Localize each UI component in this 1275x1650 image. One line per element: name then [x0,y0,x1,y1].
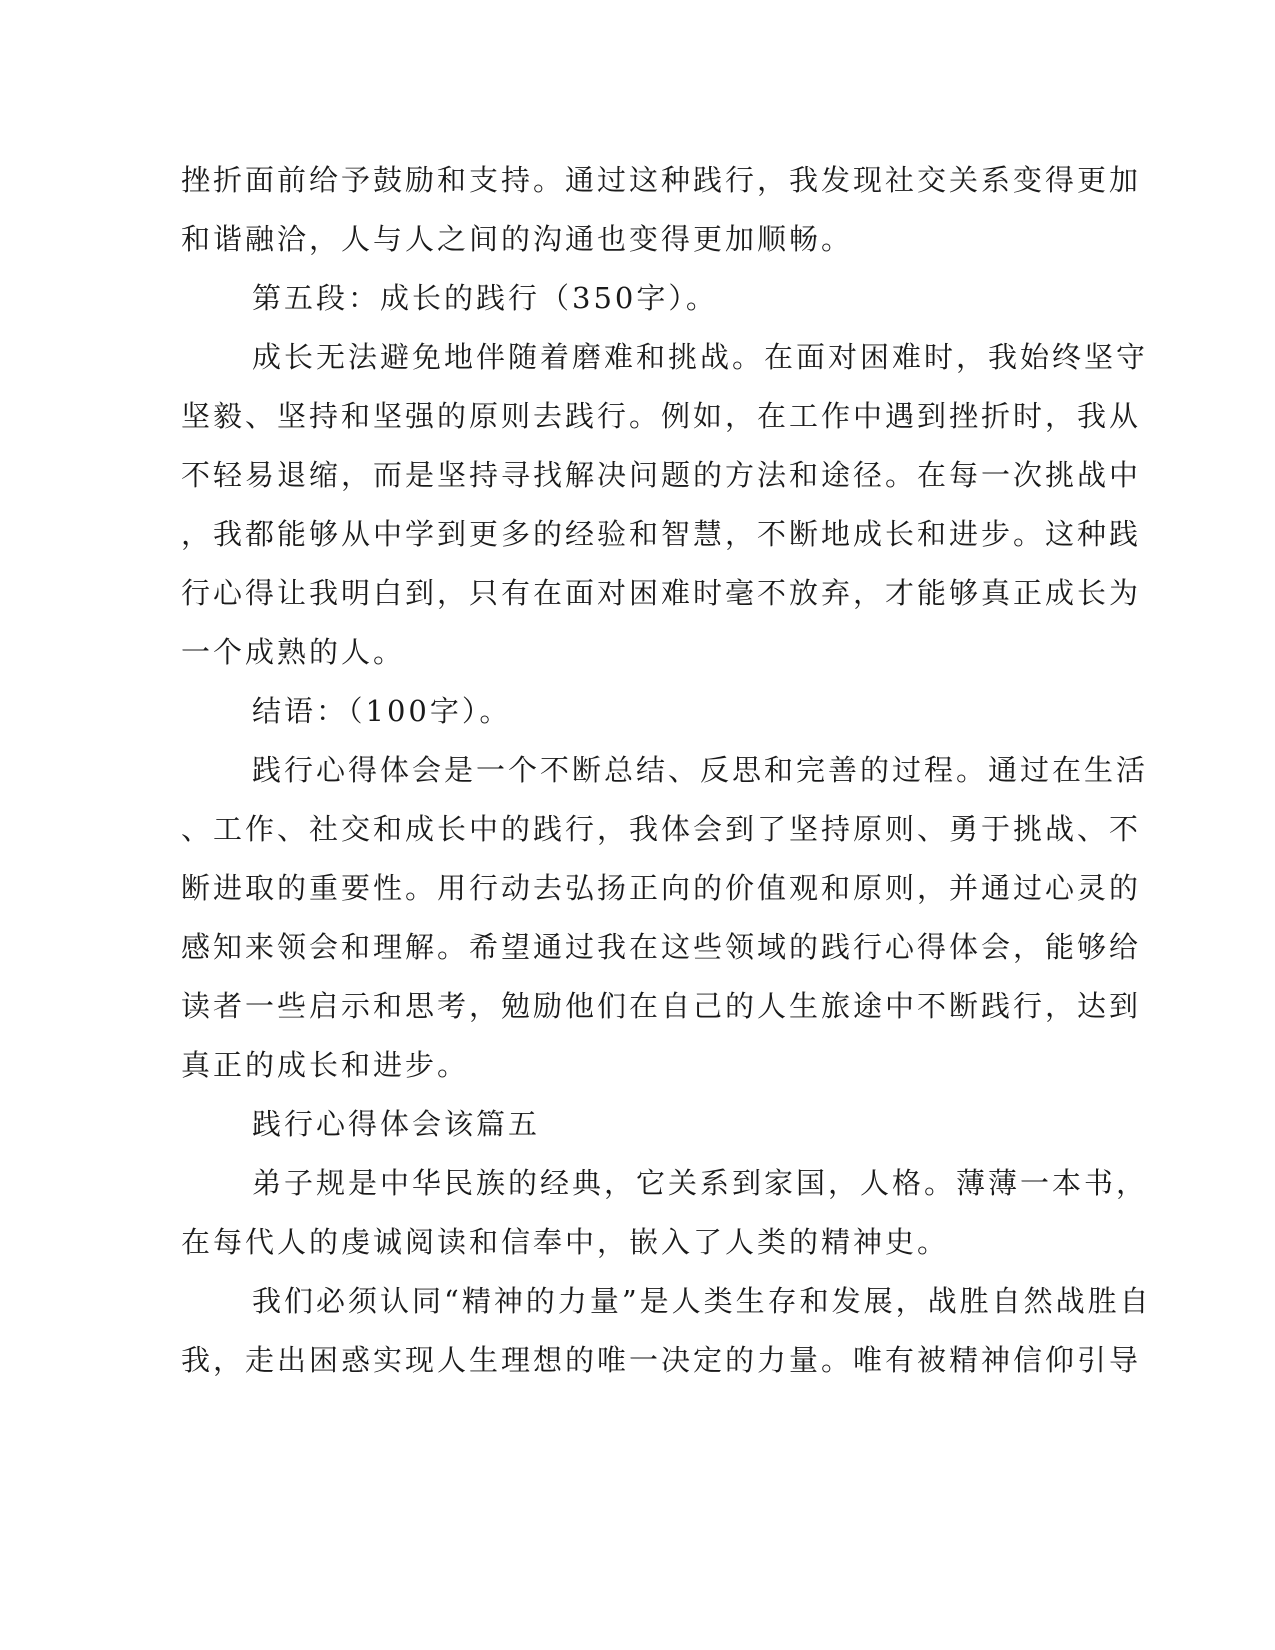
text-line: 真正的成长和进步。 [181,1048,470,1082]
text-line: 弟子规是中华民族的经典，它关系到家国，人格。薄薄一本书， [252,1166,1149,1200]
text-line: 挫折面前给予鼓励和支持。通过这种践行，我发现社交关系变得更加 [181,163,1142,197]
text-line: 在每代人的虔诚阅读和信奉中，嵌入了人类的精神史。 [181,1225,950,1259]
text-line: 、工作、社交和成长中的践行，我体会到了坚持原则、勇于挑战、不 [181,812,1142,846]
text-line: 行心得让我明白到，只有在面对困难时毫不放弃，才能够真正成长为 [181,576,1142,610]
text-line: 坚毅、坚持和坚强的原则去践行。例如，在工作中遇到挫折时，我从 [181,399,1142,433]
text-line: 不轻易退缩，而是坚持寻找解决问题的方法和途径。在每一次挑战中 [181,458,1142,492]
document-body [181,151,1152,1390]
text-line: 感知来领会和理解。希望通过我在这些领域的践行心得体会，能够给 [181,930,1142,964]
text-line: 我们必须认同“精神的力量”是人类生存和发展，战胜自然战胜自 [252,1284,1152,1318]
text-line: 断进取的重要性。用行动去弘扬正向的价值观和原则，并通过心灵的 [181,871,1142,905]
text-line: ，我都能够从中学到更多的经验和智慧，不断地成长和进步。这种践 [181,517,1142,551]
text-line: 成长无法避免地伴随着磨难和挑战。在面对困难时，我始终坚守 [252,340,1149,374]
text-line: 和谐融洽，人与人之间的沟通也变得更加顺畅。 [181,222,854,256]
text-line: 读者一些启示和思考，勉励他们在自己的人生旅途中不断践行，达到 [181,989,1142,1023]
text-line: 我，走出困惑实现人生理想的唯一决定的力量。唯有被精神信仰引导 [181,1343,1142,1377]
text-line: 践行心得体会是一个不断总结、反思和完善的过程。通过在生活 [252,753,1149,787]
section-heading: 结语：（100字）。 [252,694,512,728]
text-line: 一个成熟的人。 [181,635,406,669]
article-title: 践行心得体会该篇五 [252,1107,541,1141]
section-heading: 第五段：成长的践行（350字）。 [252,281,718,315]
